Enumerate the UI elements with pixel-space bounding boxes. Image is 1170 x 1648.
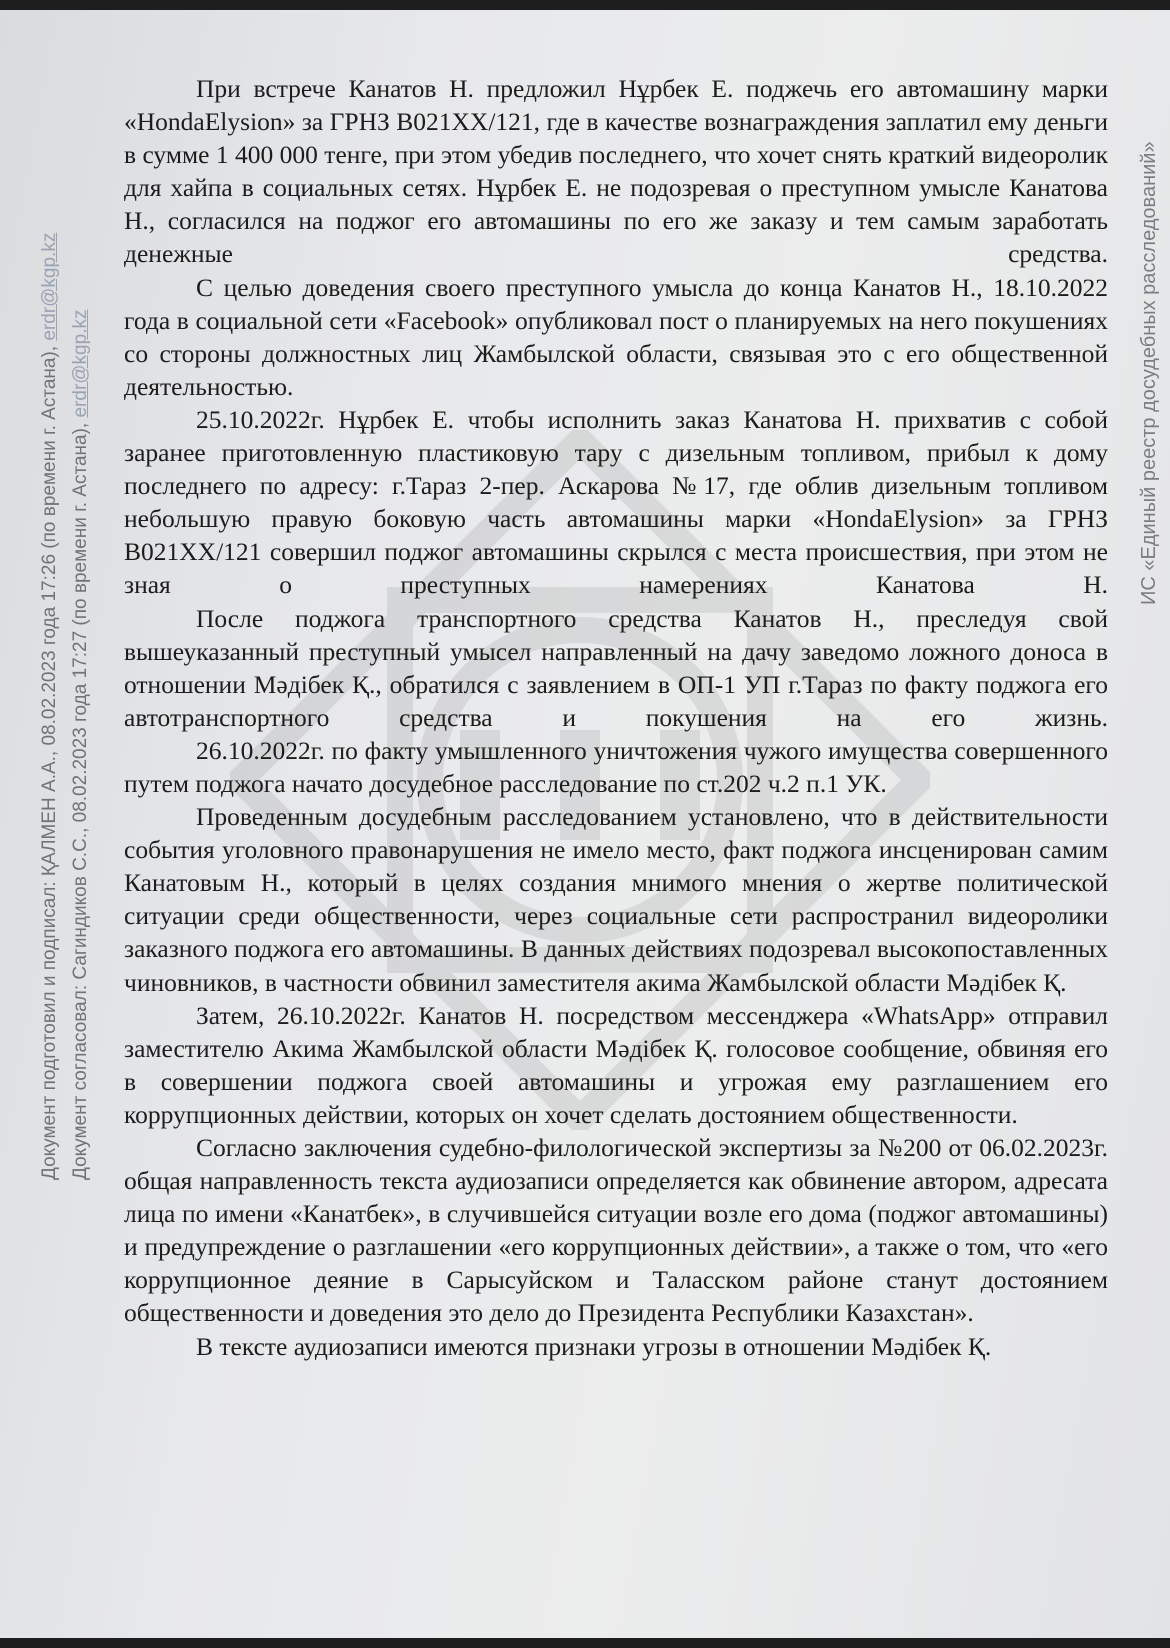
approver-info: Документ согласовал: Сагиндиков С.С., 08.02.2023 года 17:27 (по времени г. Астана), bbox=[70, 422, 91, 1180]
bottom-frame-edge bbox=[0, 1638, 1170, 1648]
email-link[interactable]: erdr@kgp.kz bbox=[39, 232, 60, 341]
paragraph: Согласно заключения судебно-филологической экспертизы за №200 от 06.02.2023г. общая направленность текста аудиозаписи определяется как обвинение автором, адресата лица по имени «Канатбек», в случившейся ситуации возле его дома (поджог автомашины) и предупреждение о разглашении «его коррупционных действии», а также о том, что «его коррупционное деяние в Сарысуйском и Таласском районе станут достоянием общественности и доведения это дело до Президента Республики Казахстан». bbox=[124, 1133, 1108, 1328]
paragraph: С целью доведения своего преступного умысла до конца Канатов Н., 18.10.2022 года в социальной сети «Facebook» опубликовал пост о планируемых на него покушениях со стороны должностных лиц Жамбылской области, связывая это с его общественной деятельностью. bbox=[124, 272, 1108, 401]
signature-line-1 bbox=[34, 70, 65, 1180]
paragraph: После поджога транспортного средства Канатов Н., преследуя свой вышеуказанный преступный умысел направленный на дачу заведомо ложного доноса в отношении Мәдібек Қ., обратился с заявлением в ОП-1 УП г.Тараз по факту поджога его автотранспортного средства и покушения на его жизнь. bbox=[124, 603, 1108, 732]
paragraph: Затем, 26.10.2022г. Канатов Н. посредством мессенджера «WhatsApp» отправил заместителю Акима Жамбылской области Мәдібек Қ. голосовое сообщение, обвиняя его в совершении поджога своей автомашины и угрожая ему разглашением его коррупционных действии, которых он хочет сделать достоянием общественности. bbox=[124, 1000, 1108, 1129]
signature-stamp-left bbox=[34, 70, 104, 1180]
paragraph: В тексте аудиозаписи имеются признаки угрозы в отношении Мәдібек Қ. bbox=[196, 1331, 992, 1361]
registry-stamp-right: ИС «Единый реестр досудебных расследований» bbox=[1138, 141, 1160, 605]
paragraph: 26.10.2022г. по факту умышленного уничтожения чужого имущества совершенного путем поджога начато досудебное расследование по ст.202 ч.2 п.1 УК. bbox=[124, 735, 1108, 798]
top-frame-edge bbox=[0, 0, 1170, 10]
email-link[interactable]: erdr@kgp.kz bbox=[70, 309, 91, 418]
paragraph: Проведенным досудебным расследованием установлено, что в действительности события уголовного правонарушения не имело место, факт поджога инсценирован самим Канатовым Н., который в целях создания мнимого мнения о жертве политической ситуации среди общественности, через социальные сети распространил видеоролики заказного поджога его автомашины. В данных действиях подозревал высокопоставленных чиновников, в частности обвинил заместителя акима Жамбылской области Мәдібек Қ. bbox=[124, 802, 1108, 997]
signature-line-2 bbox=[65, 70, 96, 1180]
signer-info: Документ подготовил и подписал: ҚАЛМЕН А.А., 08.02.2023 года 17:26 (по времени г. Астана), bbox=[39, 345, 60, 1180]
paragraph: При встрече Канатов Н. предложил Нұрбек Е. поджечь его автомашину марки «HondaElysion» за ГРНЗ B021XX/121, где в качестве вознаграждения заплатил ему деньги в сумме 1 400 000 тенге, при этом убедив последнего, что хочет снять краткий видеоролик для хайпа в социальных сетях. Нұрбек Е. не подозревая о преступном умысле Канатова Н., согласился на поджог его автомашины по его же заказу и тем самым заработать денежные средства. bbox=[124, 74, 1108, 269]
document-body bbox=[124, 72, 1108, 1363]
paragraph: 25.10.2022г. Нұрбек Е. чтобы исполнить заказ Канатова Н. прихватив с собой заранее приготовленную пластиковую тару с дизельным топливом, прибыл к дому последнего по адресу: г.Тараз 2-пер. Аскарова №17, где облив дизельным топливом небольшую правую боковую часть автомашины марки «HondaElysion» за ГРНЗ B021XX/121 совершил поджог автомашины скрылся с места происшествия, при этом не зная о преступных намерениях Канатова Н. bbox=[124, 404, 1108, 600]
